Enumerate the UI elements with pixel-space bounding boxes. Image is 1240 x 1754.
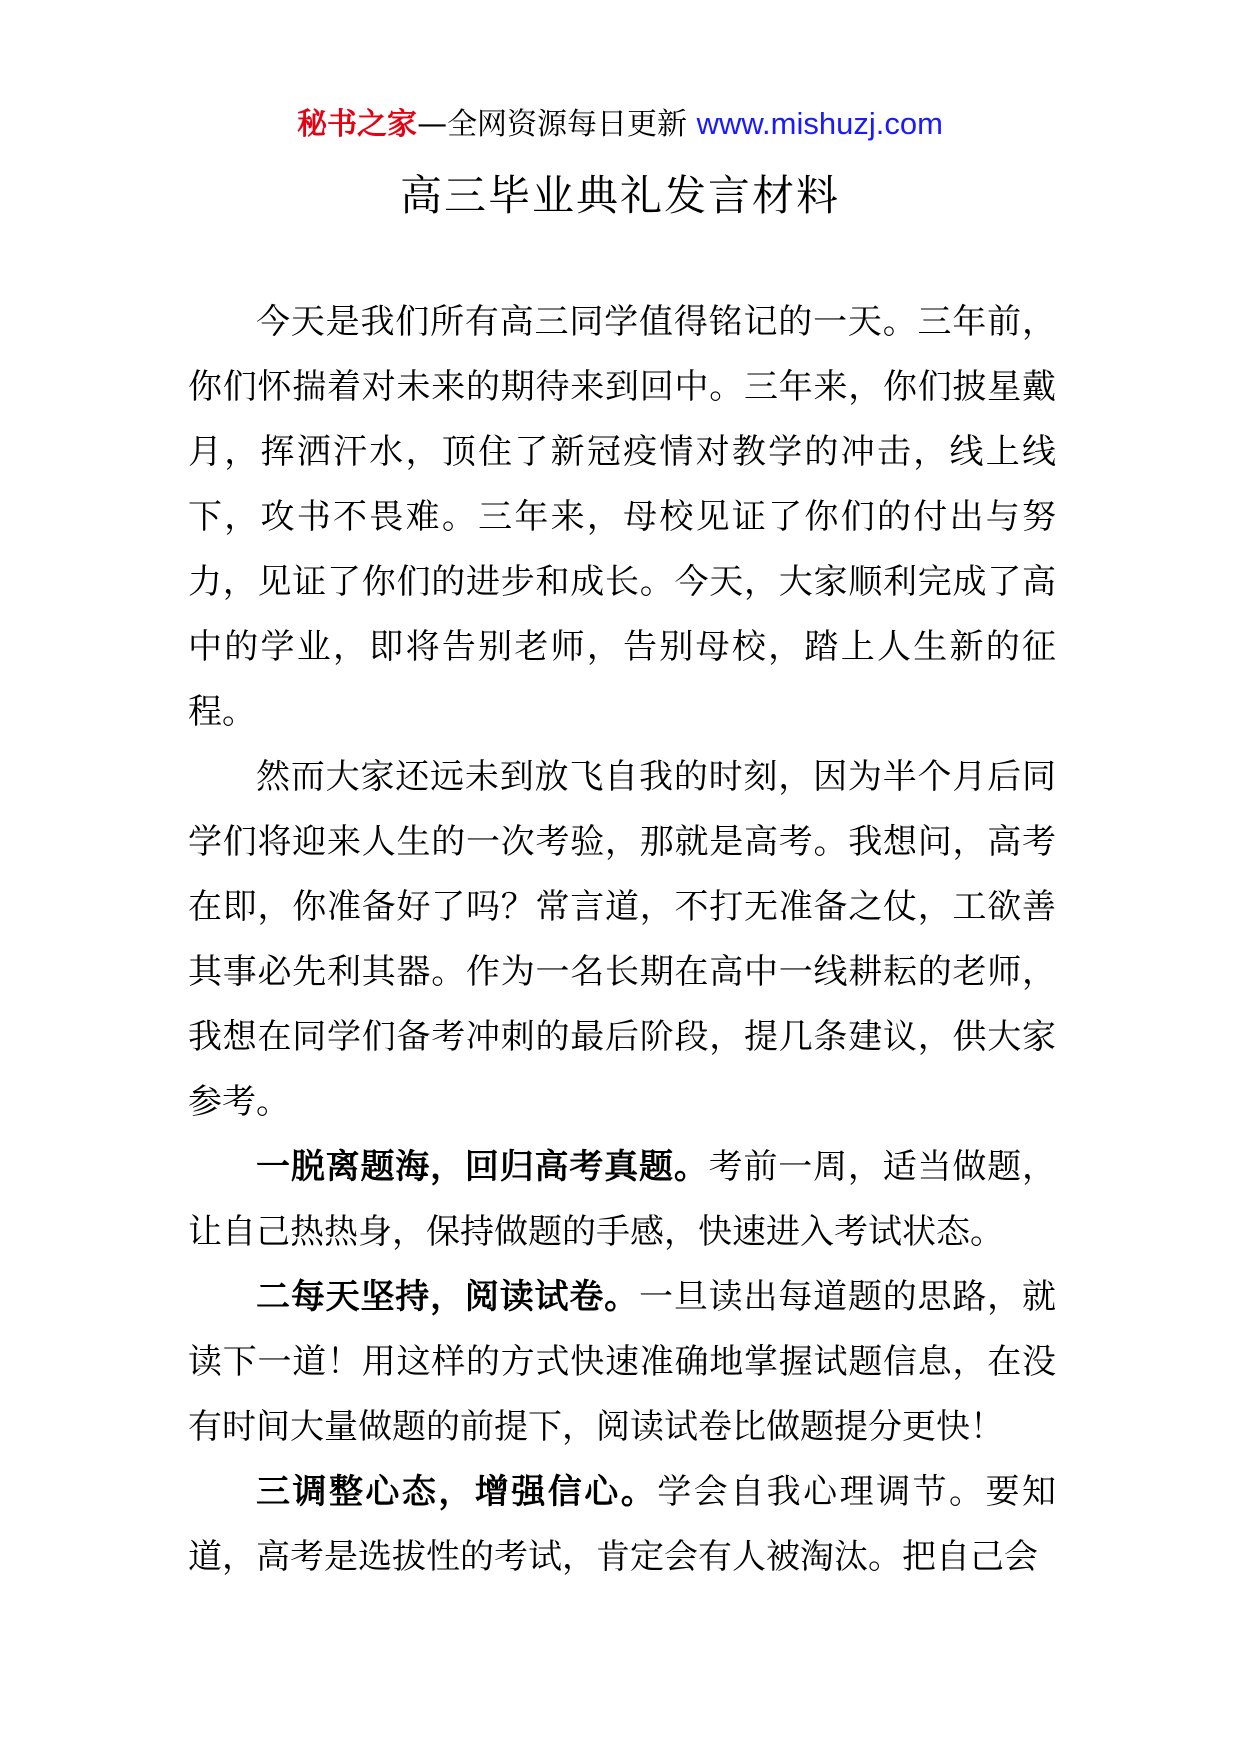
- paragraph: [188, 745, 1056, 1135]
- paragraph-lead: 一脱离题海，回归高考真题。: [256, 1147, 709, 1187]
- document-title: 高三毕业典礼发言材料: [399, 171, 840, 220]
- paragraph: [188, 1460, 1056, 1590]
- site-url-link[interactable]: www.mishuzj.com: [696, 106, 943, 141]
- paragraph-lead: 三调整心态，增强信心。: [256, 1472, 658, 1512]
- site-banner: [0, 102, 1240, 147]
- paragraph-text: 考前一周，适当做题，让自己热热身，保持做题的手感，快速进入考试状态。: [188, 1147, 1057, 1252]
- paragraph: [188, 1265, 1056, 1460]
- paragraph-text: 然而大家还远未到放飞自我的时刻，因为半个月后同学们将迎来人生的一次考验，那就是高考。我想问，高考在即，你准备好了吗？常言道，不打无准备之仗，工欲善其事必先利其器。作为一名长期在高中一线耕耘的老师，我想在同学们备考冲刺的最后阶段，提几条建议，供大家参考。: [188, 757, 1056, 1122]
- paragraph-text: 今天是我们所有高三同学值得铭记的一天。三年前，你们怀揣着对未来的期待来到回中。三年来，你们披星戴月，挥洒汗水，顶住了新冠疫情对教学的冲击，线上线下，攻书不畏难。三年来，母校见证了你们的付出与努力，见证了你们的进步和成长。今天，大家顺利完成了高中的学业，即将告别老师，告别母校，踏上人生新的征程。: [188, 302, 1056, 732]
- brand-tagline: —全网资源每日更新: [417, 107, 697, 142]
- paragraph-lead: 二每天坚持，阅读试卷。: [256, 1277, 639, 1317]
- paragraph: [188, 1135, 1056, 1265]
- paragraph: [188, 290, 1056, 745]
- paragraph-text: 一旦读出每道题的思路，就读下一道！用这样的方式快速准确地掌握试题信息，在没有时间大量做题的前提下，阅读试卷比做题提分更快！: [188, 1277, 1056, 1447]
- paragraph-text: 学会自我心理调节。要知道，高考是选拔性的考试，肯定会有人被淘汰。把自己会: [188, 1472, 1057, 1577]
- brand-name: 秘书之家: [297, 107, 418, 142]
- document-body: [188, 290, 1056, 1590]
